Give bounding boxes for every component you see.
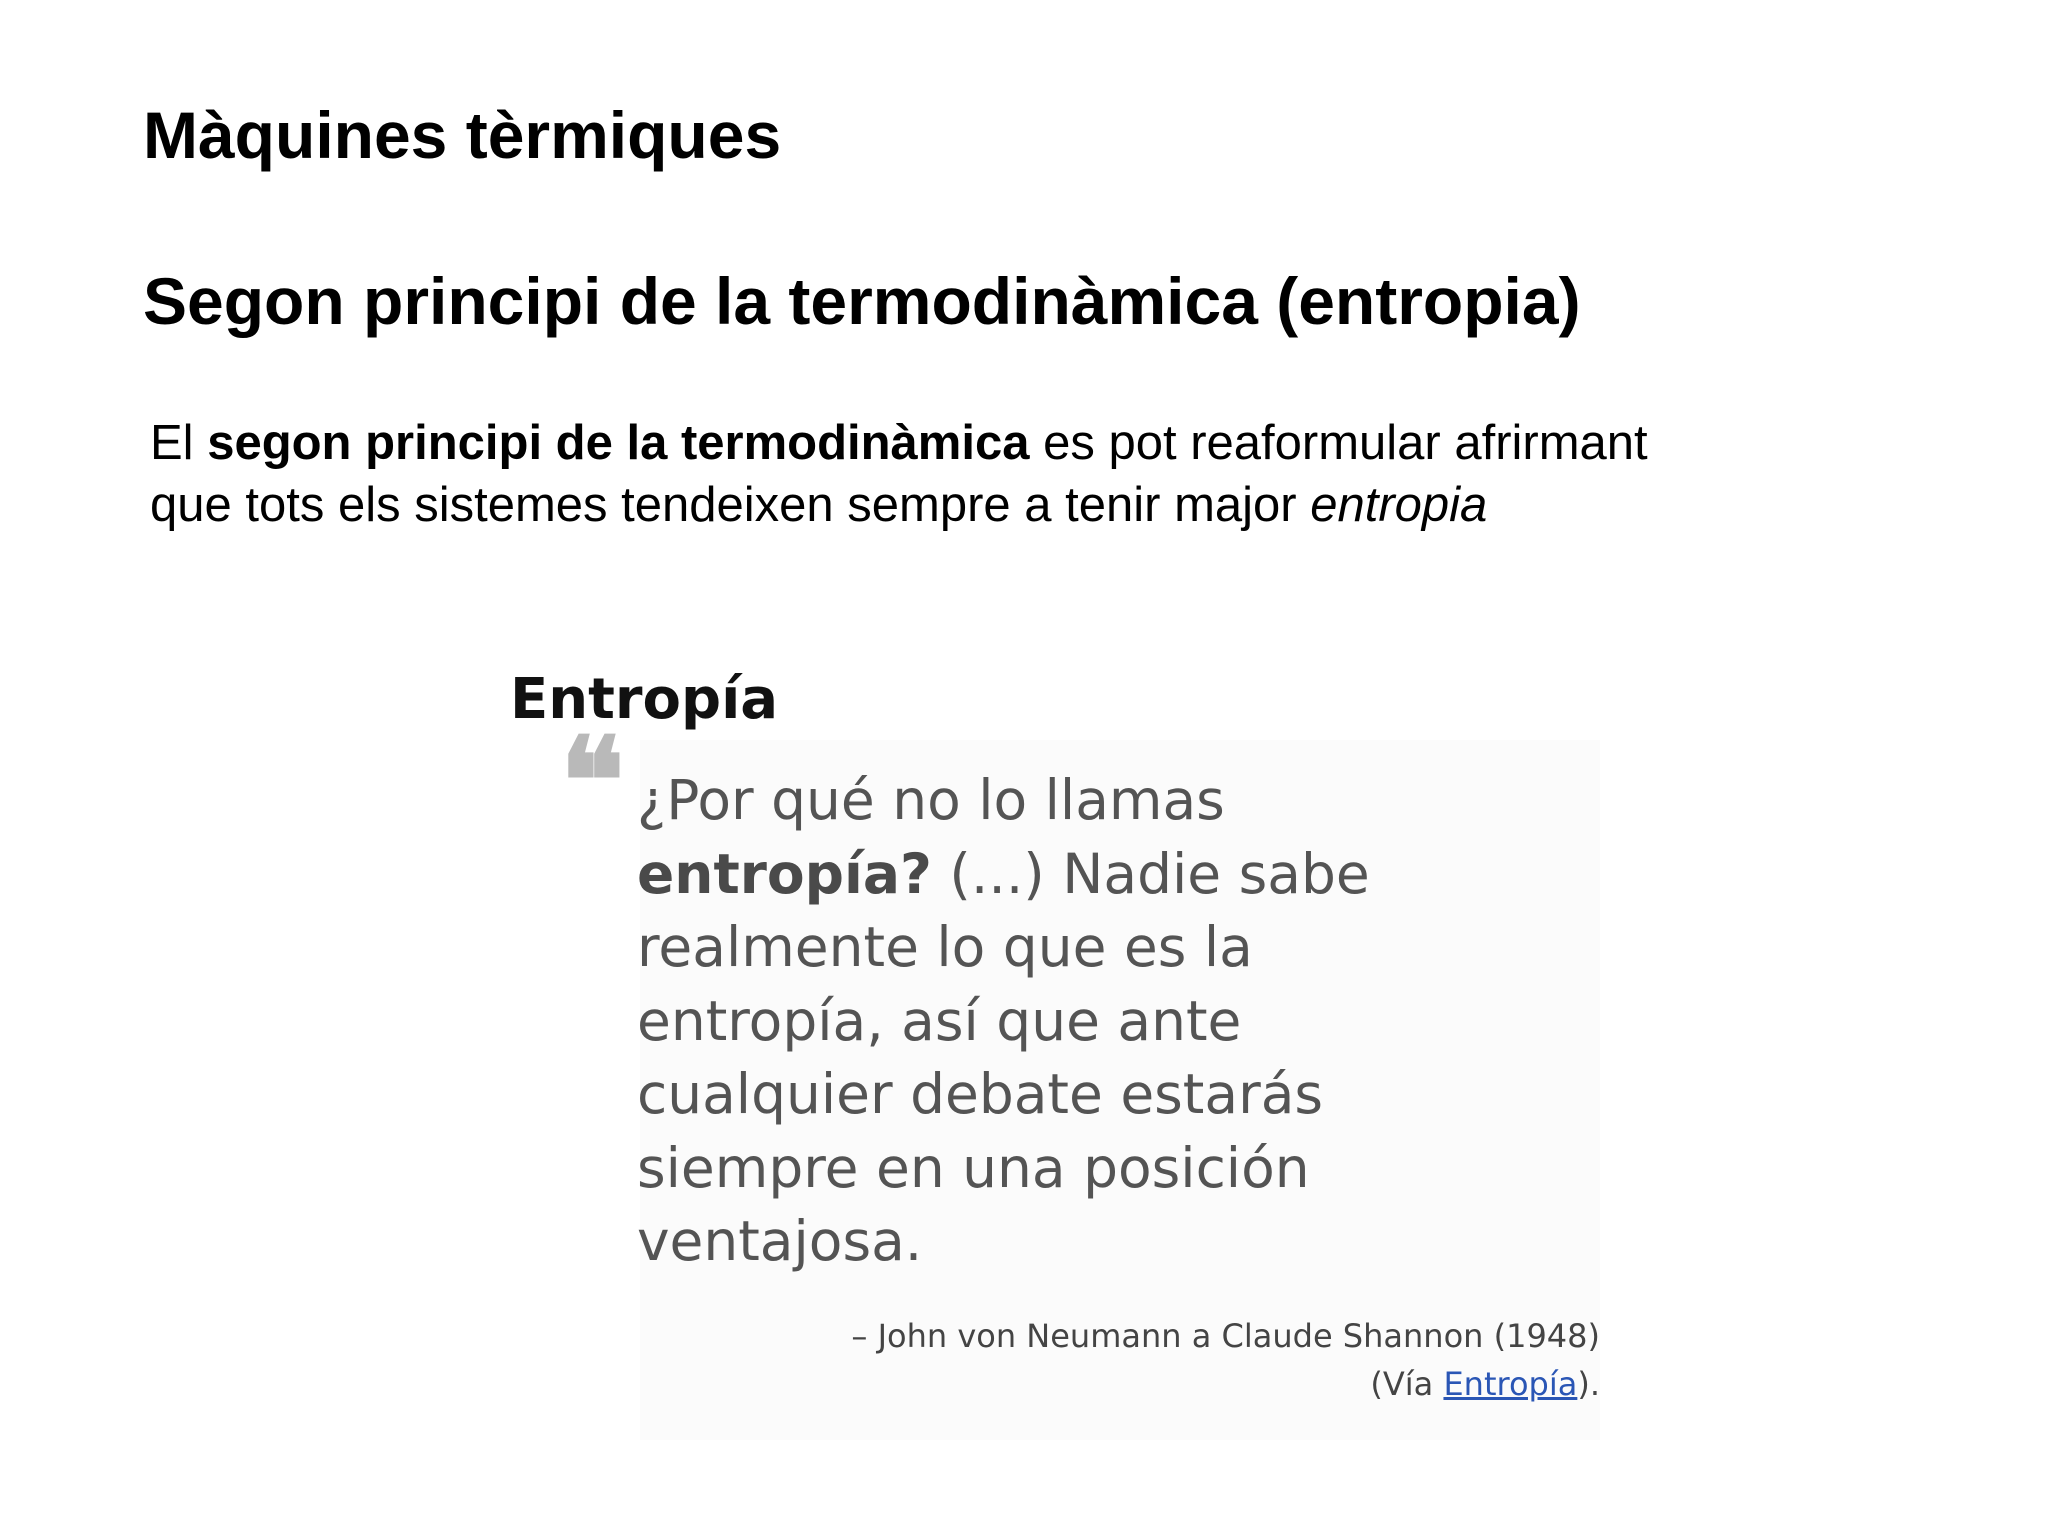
via-prefix: (Vía [1370, 1365, 1444, 1403]
quote-image [500, 660, 1600, 1450]
entropia-link[interactable]: Entropía [1443, 1365, 1578, 1403]
slide-subtitle: Segon principi de la termodinàmica (entropia) [143, 264, 1581, 338]
quote-line [637, 838, 1517, 912]
quote-line: ventajosa. [637, 1209, 923, 1273]
quote-mark-icon: ❝ [560, 711, 625, 852]
attribution-source [700, 1360, 1600, 1408]
quote-line-rest: (...) Nadie sabe [931, 841, 1370, 906]
via-suffix: ). [1577, 1365, 1600, 1403]
quote-line: ¿Por qué no lo llamas [637, 768, 1225, 832]
quote-line: realmente lo que es la [637, 915, 1253, 979]
quote-line: siempre en una posición [637, 1135, 1310, 1200]
body-paragraph [150, 412, 1870, 536]
quote-line: entropía, así que ante [637, 988, 1242, 1053]
body-line-1 [150, 412, 1870, 474]
slide-title: Màquines tèrmiques [143, 98, 782, 172]
attribution-author: – John von Neumann a Claude Shannon (1948) [851, 1317, 1600, 1355]
quote-bold-term: entropía? [637, 841, 932, 906]
body-prefix: El [150, 416, 208, 470]
body-italic-term: entropia [1310, 478, 1488, 532]
body-line2-text: que tots els sistemes tendeixen sempre a tenir major [150, 478, 1311, 532]
quote-text [637, 764, 1517, 1279]
body-line-2 [150, 474, 1870, 536]
body-middle: es pot reaformular afrirmant [1029, 416, 1648, 470]
quote-attribution [700, 1312, 1600, 1408]
quote-line: cualquier debate estarás [637, 1062, 1324, 1126]
quote-heading: Entropía [510, 667, 779, 732]
body-bold-term: segon principi de la termodinàmica [207, 416, 1030, 470]
